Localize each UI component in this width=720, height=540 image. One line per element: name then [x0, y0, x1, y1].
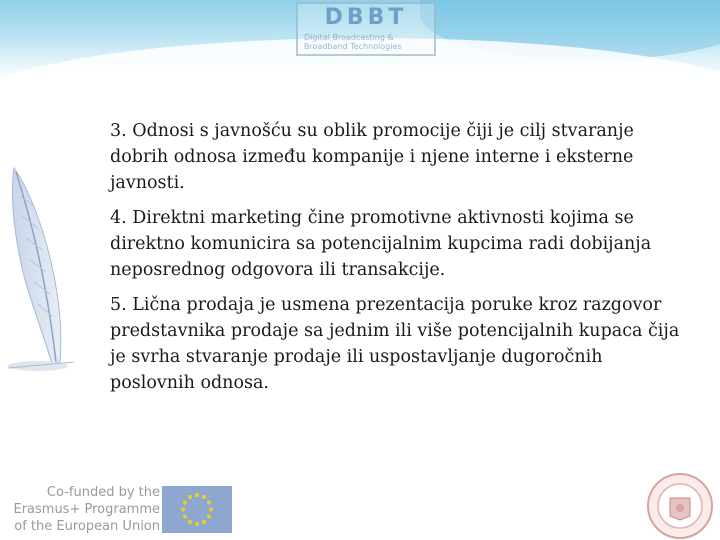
logo-subtitle-line: Broadband Technologies — [304, 42, 402, 51]
paragraph: 4. Direktni marketing čine promotivne aktivnosti kojima se direktno komunicira sa potencijalnim kupcima radi dobijanja neposrednog odgovora ili transakcije. — [110, 208, 652, 280]
eu-flag-icon — [162, 486, 232, 533]
eu-cofunded-text — [10, 484, 160, 535]
eu-text-line: Co-funded by the — [46, 485, 160, 500]
logo-name: DBBT — [324, 5, 408, 30]
slide-content — [110, 118, 692, 405]
eu-text-line: of the European Union — [14, 519, 160, 534]
university-seal-icon — [646, 472, 714, 540]
dbbt-logo — [296, 2, 436, 56]
paragraph: 3. Odnosi s javnošću su oblik promocije čiji je cilj stvaranje dobrih odnosa između kompanije i njene interne i eksterne javnosti. — [110, 121, 634, 193]
eu-text-line: Erasmus+ Programme — [13, 502, 160, 517]
quill-icon — [4, 166, 82, 376]
logo-subtitle-line: Digital Broadcasting & — [304, 33, 394, 42]
logo-subtitle — [304, 33, 432, 51]
paragraph: 5. Lična prodaja je usmena prezentacija poruke kroz razgovor predstavnika prodaje sa jednim ili više potencijalnih kupaca čija je svrha stvaranje prodaje ili uspostavljanje dugoročnih poslovnih odnosa. — [110, 295, 680, 393]
